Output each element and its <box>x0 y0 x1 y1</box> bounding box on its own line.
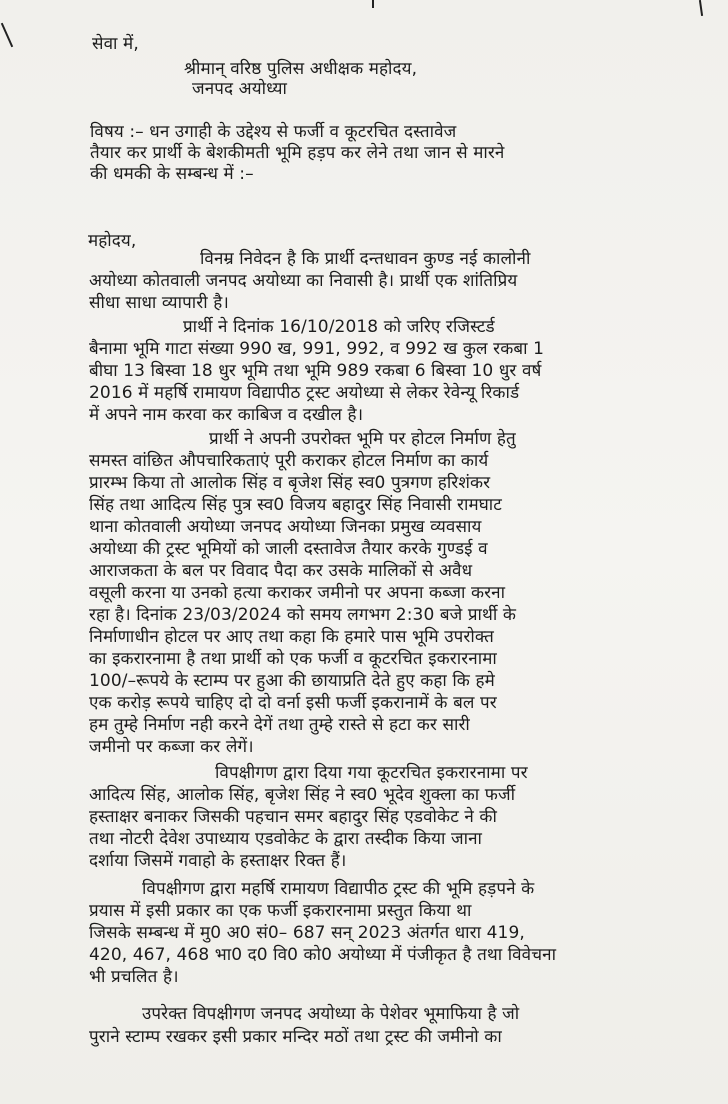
body-line: आदित्य सिंह, आलोक सिंह, बृजेश सिंह ने स्व0 भूदेव शुक्ला का फर्जी <box>89 785 516 805</box>
body-line: में अपने नाम करवा कर काबिज व दखील है। <box>89 405 364 425</box>
subject-line-3: की धमकी के सम्बन्ध में :– <box>90 164 254 184</box>
body-line: भी प्रचलित है। <box>89 967 179 987</box>
body-line: प्रारम्भ किया तो आलोक सिंह व बृजेश सिंह स्व0 पुत्रगण हरिशंकर <box>89 473 491 493</box>
body-line: 100/–रूपये के स्टाम्प पर हुआ की छायाप्रति देते हुए कहा कि हमे <box>89 671 495 691</box>
subject-line-2: तैयार कर प्रार्थी के बेशकीमती भूमि हड़प कर लेने तथा जान से मारने <box>90 143 505 163</box>
body-line: 2016 में महर्षि रामायण विद्यापीठ ट्रस्ट अयोध्या से लेकर रेवेन्यू रिकार्ड <box>89 383 520 403</box>
body-line: बैनामा भूमि गाटा संख्या 990 ख, 991, 992, व 992 ख कुल रकबा 1 <box>89 339 545 359</box>
body-line: अयोध्या की ट्रस्ट भूमियों को जाली दस्तावेज तैयार करके गुण्डई व <box>89 539 488 559</box>
body-line: जमीनो पर कब्जा कर लेगें। <box>89 737 254 757</box>
body-line: वसूली करना या उनको हत्या कराकर जमीनो पर अपना कब्जा करना <box>89 583 506 603</box>
body-line: पुराने स्टाम्प रखकर इसी प्रकार मन्दिर मठों तथा ट्रस्ट की जमीनो का <box>89 1027 502 1047</box>
body-line: विपक्षीगण द्वारा महर्षि रामायण विद्यापीठ ट्रस्ट की भूमि हड़पने के <box>142 879 535 899</box>
body-line: बीघा 13 बिस्वा 18 धुर भूमि तथा भूमि 989 रकबा 6 बिस्वा 10 धुर वर्ष <box>89 361 542 381</box>
body-line: विनम्र निवेदन है कि प्रार्थी दन्तधावन कुण्ड नई कालोनी <box>200 249 531 269</box>
body-line: हम तुम्हे निर्माण नही करने देगें तथा तुम्हे रास्ते से हटा कर सारी <box>89 715 470 735</box>
body-line: थाना कोतवाली अयोध्या जनपद अयोध्या जिनका प्रमुख व्यवसाय <box>89 517 482 537</box>
body-line: प्रयास में इसी प्रकार का एक फर्जी इकरारनामा प्रस्तुत किया था <box>89 901 472 921</box>
body-line: प्रार्थी ने अपनी उपरोक्त भूमि पर होटल निर्माण हेतु <box>209 429 516 449</box>
body-line: तथा नोटरी देवेश उपाध्याय एडवोकेट के द्वारा तस्दीक किया जाना <box>89 829 483 849</box>
body-line: निर्माणाधीन होटल पर आए तथा कहा कि हमारे पास भूमि उपरोक्त <box>89 627 494 647</box>
salutation-to: सेवा में, <box>92 34 139 54</box>
greeting: महोदय, <box>88 231 137 251</box>
body-line: प्रार्थी ने दिनांक 16/10/2018 को जरिए रजिस्टर्ड <box>183 317 495 337</box>
body-line: जिसके सम्बन्ध में मु0 अ0 सं0– 687 सन् 2023 अंतर्गत धारा 419, <box>89 923 525 943</box>
body-line: अयोध्या कोतवाली जनपद अयोध्या का निवासी है। प्रार्थी एक शांतिप्रिय <box>89 271 518 291</box>
corner-pen-stroke <box>699 0 703 16</box>
body-line: सिंह तथा आदित्य सिंह पुत्र स्व0 विजय बहादुर सिंह निवासी रामघाट <box>89 495 502 515</box>
top-pen-tick <box>372 0 374 8</box>
subject-line-1: विषय :– धन उगाही के उद्देश्य से फर्जी व कूटरचित दस्तावेज <box>90 122 457 142</box>
addressee-line-1: श्रीमान् वरिष्ठ पुलिस अधीक्षक महोदय, <box>184 59 418 79</box>
body-line: आराजकता के बल पर विवाद पैदा कर उसके मालिकों से अवैध <box>89 561 473 581</box>
body-line: विपक्षीगण द्वारा दिया गया कूटरचित इकरारनामा पर <box>215 763 528 783</box>
body-line: एक करोड़ रूपये चाहिए दो दो वर्ना इसी फर्जी इकरानामें के बल पर <box>89 693 497 713</box>
body-line: हस्ताक्षर बनाकर जिसकी पहचान समर बहादुर सिंह एडवोकेट ने की <box>89 807 497 827</box>
body-line: रहा है। दिनांक 23/03/2024 को समय लगभग 2:30 बजे प्रार्थी के <box>89 605 517 625</box>
body-line: सीधा साधा व्यापारी है। <box>89 293 229 313</box>
body-line: समस्त वांछित औपचारिकताएं पूरी कराकर होटल निर्माण का कार्य <box>89 451 489 471</box>
margin-pen-stroke <box>1 23 13 48</box>
body-line: उपरेक्त विपक्षीगण जनपद अयोध्या के पेशेवर भूमाफिया है जो <box>142 1004 520 1024</box>
body-line: का इकरारनामा है तथा प्रार्थी को एक फर्जी व कूटरचित इकरारनामा <box>89 649 497 669</box>
body-line: 420, 467, 468 भा0 द0 वि0 को0 अयोध्या में पंजीकृत है तथा विवेचना <box>89 945 557 965</box>
body-line: दर्शाया जिसमें गवाहो के हस्ताक्षर रिक्त हैं। <box>89 851 347 871</box>
addressee-line-2: जनपद अयोध्या <box>192 79 287 99</box>
